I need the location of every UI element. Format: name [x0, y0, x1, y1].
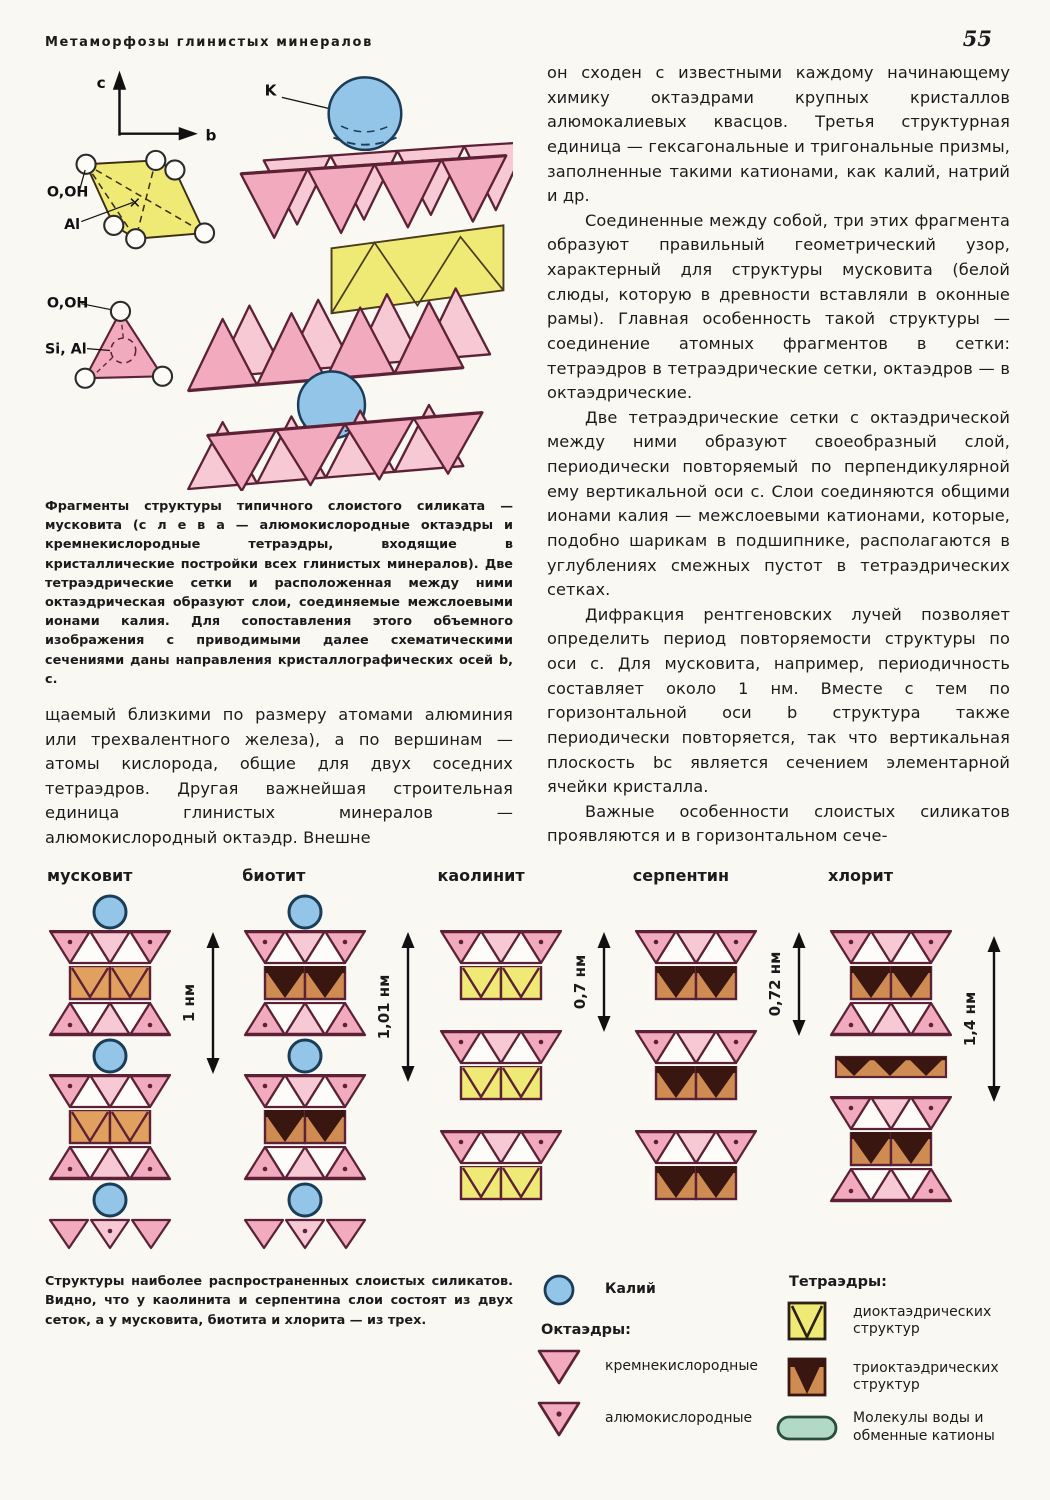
legend-item-potassium — [527, 1272, 765, 1308]
tetrahedron-vertex-label: O,OH — [46, 295, 89, 312]
body-paragraph: Две тетраэдрические сетки с октаэдрической между ними образуют своеобразный слой, периодически повторяемый по перпендикулярной ему вертикальной оси c. Слои соединяются общими ионами калия — межслоевыми катионами, которые, подобно шарикам в подшипнике, располагаются в углублениях смежных пустот в тетраэдрических сетках. — [547, 407, 1010, 600]
legend-item-water — [775, 1410, 1010, 1445]
figure-legend — [513, 1272, 1010, 1455]
layer-silicate-structures-figure — [45, 867, 1010, 1253]
mineral-name: серпентин — [632, 865, 730, 885]
mineral-name: мусковит — [47, 865, 133, 885]
legend-tetrahedra-header: Тетраэдры: — [789, 1274, 887, 1291]
body-paragraph: Важные особенности слоистых силикатов проявляются и в горизонтальном сече- — [547, 801, 1010, 846]
double-arrow-icon — [203, 931, 223, 1075]
legend-label: Молекулы воды и обменные катионы — [853, 1410, 995, 1444]
silica-triangle-icon — [527, 1346, 591, 1388]
alumina-triangle-icon — [527, 1398, 591, 1440]
octahedron-center-label: Al — [64, 217, 81, 234]
mineral-column — [631, 867, 761, 1253]
mineral-name: хлорит — [828, 865, 893, 885]
page-number: 55 — [962, 26, 992, 51]
mineral-column — [436, 867, 566, 1253]
spacing-annotation — [956, 867, 1010, 1253]
spacing-label: 1,01 нм — [375, 974, 394, 1040]
crystallographic-axes — [119, 84, 184, 136]
tetrahedron-center-label: Si, Al — [45, 341, 87, 358]
trioctahedral-square-icon — [775, 1354, 839, 1400]
water-molecules-pill-icon — [775, 1412, 839, 1444]
spacing-annotation — [370, 867, 424, 1253]
mineral-structure-каолинит — [436, 867, 620, 1253]
tetrahedral-sheet-top — [241, 142, 513, 238]
body-paragraph: Дифракция рентгеновских лучей позволяет определить период повторяемости структуры по оси c. Для мусковита, например, периодичность составляет около 1 нм. Вместе с тем по горизонтальной оси b структура также периодически повторяется, так что вертикальная плоскость bc является сечением элементарной ячейки кристалла. — [547, 604, 1010, 797]
double-arrow-icon — [984, 935, 1004, 1103]
spacing-annotation — [175, 867, 229, 1253]
mineral-column — [240, 867, 370, 1253]
axis-c-label: c — [96, 73, 106, 92]
spacing-annotation — [761, 867, 815, 1253]
mineral-name: биотит — [242, 865, 306, 885]
body-paragraph: Соединенные между собой, три этих фрагмента образуют правильный геометрический узор, характерный для структуры мусковита (белой слюды, которую в древности вставляли в оконные рамы). Главная особенность такой структуры — соединение атомных фрагментов в сетки: тетраэдров в тетраэдрические сетки, октаэдров — в октаэдрические. — [547, 210, 1010, 403]
figure-bottom-caption: Структуры наиболее распространенных слоистых силикатов. Видно, что у каолинита и серпентина слои состоят из двух сеток, а у мусковита, биотита и хлорита — из трех. — [45, 1274, 513, 1328]
page-header-row — [45, 26, 1010, 51]
right-column — [547, 61, 1010, 851]
double-arrow-icon — [789, 931, 809, 1037]
potassium-sphere-top — [329, 77, 402, 150]
spacing-label: 1 нм — [180, 983, 198, 1022]
legend-right-column — [775, 1272, 1010, 1455]
spacing-label: 0,7 нм — [570, 954, 589, 1009]
axis-b-label: b — [205, 126, 217, 145]
potassium-label: K — [264, 81, 277, 100]
mineral-column — [826, 867, 956, 1253]
legend-label: триоктаэдрических структур — [853, 1359, 999, 1394]
mineral-structure-мусковит — [45, 867, 229, 1253]
alumina-octahedron — [77, 151, 215, 248]
spacing-label: 1,4 нм — [961, 991, 979, 1046]
double-arrow-icon — [398, 931, 418, 1083]
mineral-structure-хлорит — [826, 867, 1010, 1253]
legend-label: Калий — [605, 1281, 656, 1298]
left-body-text: щаемый близкими по размеру атомами алюминия или трехвалентного железа), а по вершинам — атомы кислорода, общие для двух соседних тетраэдров. Другая важнейшая строительная единица глинистых минералов — алюмокислородный октаэдр. Внешне — [45, 704, 513, 847]
double-arrow-icon — [594, 931, 614, 1033]
silica-tetrahedron — [76, 302, 172, 388]
octahedral-sheet — [332, 225, 504, 313]
octahedron-vertex-label: O,OH — [46, 184, 89, 201]
legend-item-alumina — [527, 1398, 765, 1440]
legend-item-dioctahedral — [775, 1298, 1010, 1344]
mineral-structure-серпентин — [631, 867, 815, 1253]
potassium-icon — [527, 1272, 591, 1308]
legend-item-trioctahedral — [775, 1354, 1010, 1400]
legend-label: кремнекислородные — [605, 1358, 759, 1375]
figure-top-caption: Фрагменты структуры типичного слоистого силиката — мусковита (с л е в а — алюмокислородные октаэдры и кремнекислородные тетраэдры, входящие в кристаллические постройки всех глинистых минералов). Две тетраэдрические сетки и расположенная между ними октаэдрическая образуют слои, соединяемые межслоевыми ионами калия. Для сопоставления этого объемного изображения с приводимыми далее схематическими сечениями даны направления кристаллографических осей b, c. — [45, 499, 513, 687]
spacing-label: 0,72 нм — [765, 951, 784, 1017]
mineral-name: каолинит — [437, 865, 525, 885]
mineral-column — [45, 867, 175, 1253]
legend-item-silica — [527, 1346, 765, 1388]
dioctahedral-square-icon — [775, 1298, 839, 1344]
legend-octahedra-header: Октаэдры: — [541, 1322, 631, 1339]
body-paragraph: он сходен с известными каждому начинающему химику октаэдрами крупных кристаллов алюмокалиевых квасцов. Третья структурная единица — гексагональные и тригональные призмы, заполненные такими катионами, как калий, натрий и др. — [547, 63, 1010, 206]
left-column — [45, 61, 513, 851]
legend-label: диоктаэдрических структур — [853, 1303, 992, 1338]
legend-label: алюмокислородные — [605, 1410, 753, 1427]
running-title: Метаморфозы глинистых минералов — [45, 35, 373, 50]
legend-left-column — [527, 1272, 765, 1455]
spacing-annotation — [566, 867, 620, 1253]
muscovite-3d-figure — [45, 61, 513, 491]
mineral-structure-биотит — [240, 867, 424, 1253]
